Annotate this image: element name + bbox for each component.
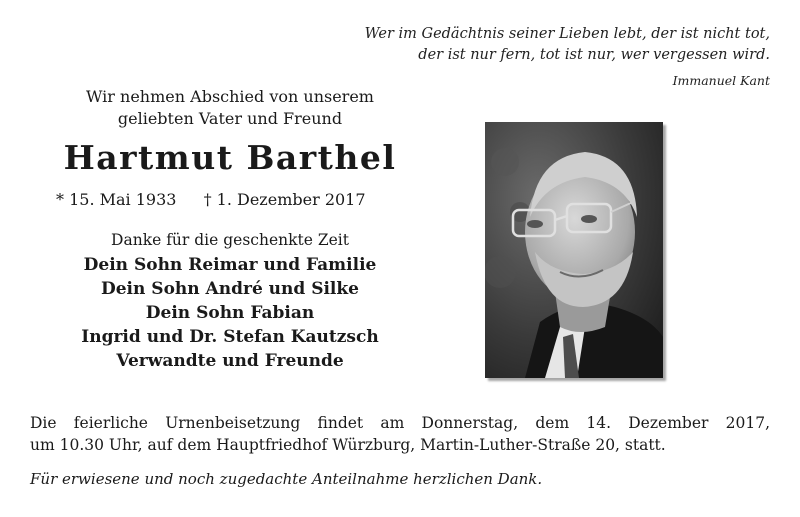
ceremony-line-2: um 10.30 Uhr, auf dem Hauptfriedhof Würzburg, Martin-Luther-Straße 20, statt.: [30, 436, 666, 454]
closing-thanks: Für erwiesene und noch zugedachte Anteilnahme herzlichen Dank.: [30, 470, 543, 488]
portrait-photo: [485, 122, 663, 378]
quote-line-2: der ist nur fern, tot ist nur, wer vergessen wird.: [418, 47, 770, 63]
obituary-main: [30, 86, 430, 373]
life-dates: [30, 190, 430, 209]
thanks-line: Danke für die geschenkte Zeit: [111, 231, 349, 249]
deceased-name: Hartmut Barthel: [63, 138, 397, 177]
birth-date: * 15. Mai 1933: [56, 190, 177, 209]
mourner-item: Dein Sohn André und Silke: [101, 279, 359, 299]
ceremony-line-1: Die feierliche Urnenbeisetzung findet am Donnerstag, dem 14. Dezember 2017,: [30, 414, 770, 432]
mourner-item: Dein Sohn Reimar und Familie: [83, 255, 377, 275]
epigraph-quote: [365, 24, 770, 91]
intro-text: [30, 86, 430, 130]
mourner-item: Verwandte und Freunde: [116, 351, 344, 371]
quote-author: Immanuel Kant: [672, 73, 770, 88]
intro-line-2: geliebten Vater und Freund: [117, 109, 343, 128]
mourner-item: Dein Sohn Fabian: [145, 303, 315, 323]
death-date: † 1. Dezember 2017: [203, 190, 366, 209]
mourner-item: Ingrid und Dr. Stefan Kautzsch: [81, 327, 379, 347]
quote-line-1: Wer im Gedächtnis seiner Lieben lebt, der ist nicht tot,: [364, 26, 770, 42]
mourners-list: [30, 253, 430, 373]
portrait-illustration: [485, 122, 663, 378]
ceremony-notice: [30, 412, 770, 456]
intro-line-1: Wir nehmen Abschied von unserem: [86, 87, 374, 106]
